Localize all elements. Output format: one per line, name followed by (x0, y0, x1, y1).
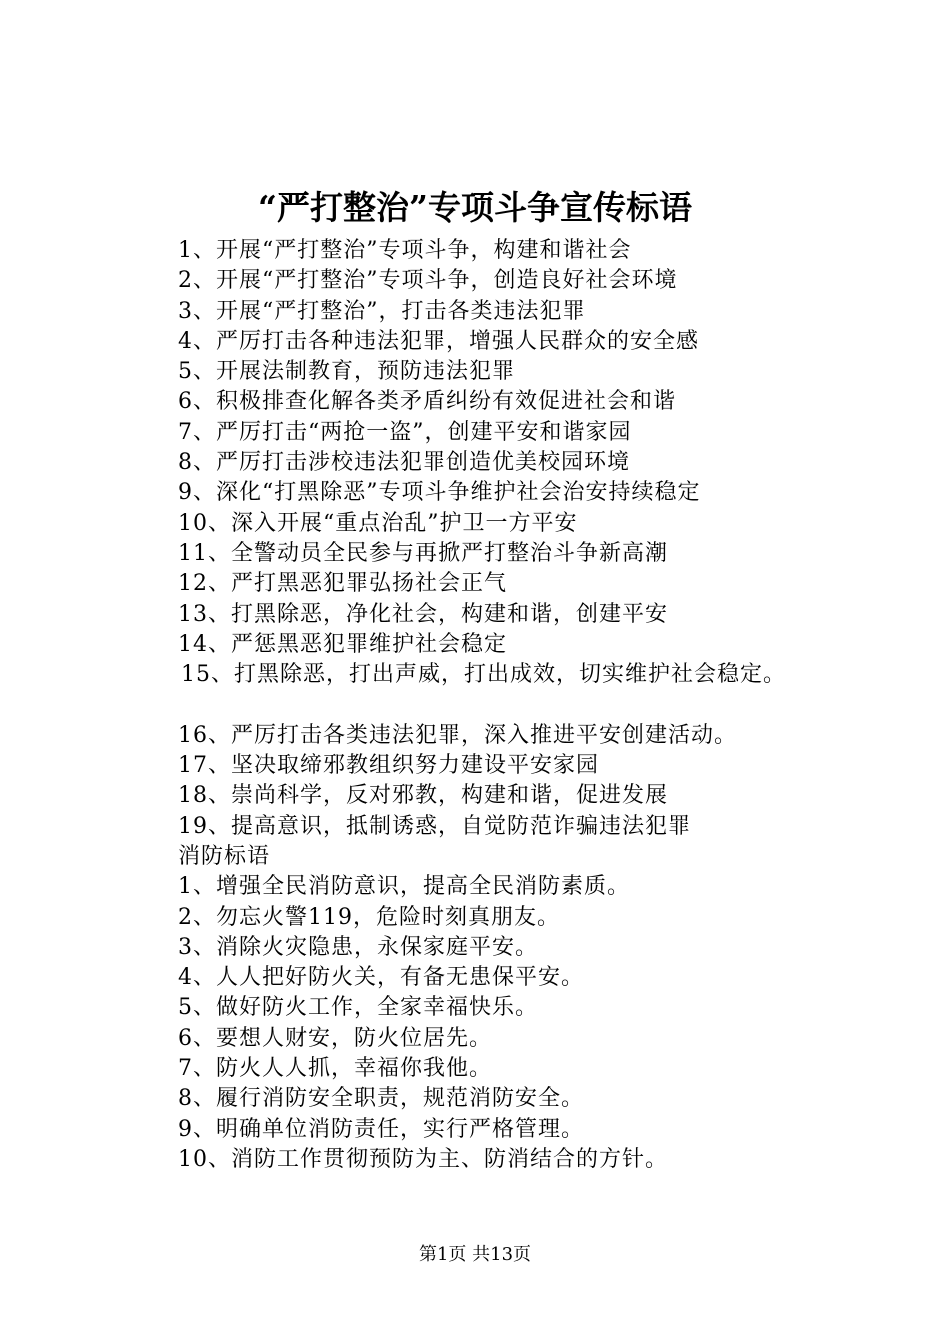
slogan-line: 7、严厉打击“两抢一盗”，创建平安和谐家园 (178, 419, 632, 445)
section-heading: 消防标语 (178, 843, 271, 869)
page-number: 第1页 共13页 (418, 1244, 532, 1265)
slogan-line: 8、严厉打击涉校违法犯罪创造优美校园环境 (178, 450, 630, 476)
fire-slogan-line: 7、防火人人抓，幸福你我他。 (178, 1056, 492, 1082)
fire-slogan-line: 3、消除火灾隐患，永保家庭平安。 (178, 934, 538, 960)
slogan-line: 5、开展法制教育，预防违法犯罪 (178, 359, 515, 385)
slogan-line: 9、深化“打黑除恶”专项斗争维护社会治安持续稳定 (178, 480, 701, 506)
slogan-line: 2、开展“严打整治”专项斗争，创造良好社会环境 (178, 268, 678, 294)
fire-slogan-line: 2、勿忘火警119，危险时刻真朋友。 (178, 904, 560, 930)
slogan-list (178, 236, 938, 1175)
slogan-line: 17、坚决取缔邪教组织努力建设平安家园 (178, 753, 599, 779)
fire-slogan-line: 1、增强全民消防意识，提高全民消防素质。 (178, 874, 630, 900)
fire-slogan-line: 5、做好防火工作，全家幸福快乐。 (178, 995, 538, 1021)
slogan-line: 1、开展“严打整治”专项斗争，构建和谐社会 (178, 238, 632, 263)
slogan-line: 19、提高意识，抵制诱惑，自觉防范诈骗违法犯罪 (178, 813, 691, 839)
blank-line (178, 690, 938, 720)
slogan-line: 14、严惩黑恶犯罪维护社会稳定 (178, 631, 507, 657)
document-title: “严打整治”专项斗争宣传标语 (258, 188, 692, 227)
slogan-line: 3、开展“严打整治”，打击各类违法犯罪 (178, 298, 586, 324)
fire-slogan-line: 9、明确单位消防责任，实行严格管理。 (178, 1116, 584, 1142)
fire-slogan-line: 4、人人把好防火关，有备无患保平安。 (178, 965, 584, 991)
fire-slogan-line: 8、履行消防安全职责，规范消防安全。 (178, 1086, 584, 1112)
fire-slogan-line: 10、消防工作贯彻预防为主、防消结合的方针。 (178, 1146, 668, 1172)
slogan-line: 15、打黑除恶，打出声威，打出成效，切实维护社会稳定。 (181, 662, 786, 688)
slogan-line: 6、积极排查化解各类矛盾纠纷有效促进社会和谐 (178, 389, 676, 415)
slogan-line: 4、严厉打击各种违法犯罪，增强人民群众的安全感 (178, 328, 699, 354)
fire-slogan-line: 6、要想人财安，防火位居先。 (178, 1025, 492, 1051)
slogan-line: 10、深入开展“重点治乱”护卫一方平安 (178, 510, 578, 536)
slogan-line: 11、全警动员全民参与再掀严打整治斗争新高潮 (178, 540, 668, 566)
slogan-line: 18、崇尚科学，反对邪教，构建和谐，促进发展 (178, 783, 668, 809)
slogan-line: 13、打黑除恶，净化社会，构建和谐，创建平安 (178, 601, 668, 627)
slogan-line: 16、严厉打击各类违法犯罪，深入推进平安创建活动。 (178, 722, 737, 748)
slogan-line: 12、严打黑恶犯罪弘扬社会正气 (178, 571, 507, 597)
